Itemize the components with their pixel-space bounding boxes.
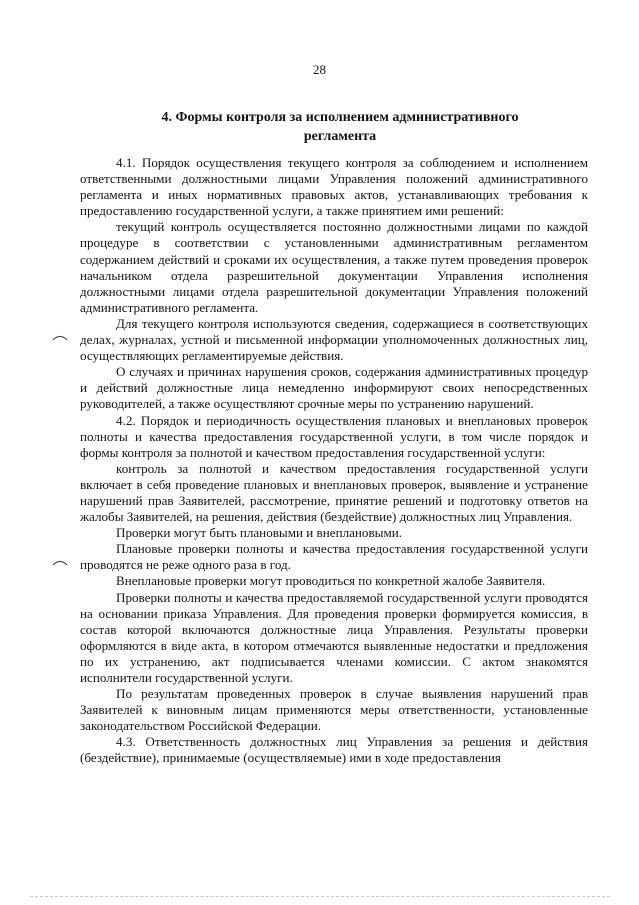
section-title-line-1: 4. Формы контроля за исполнением административного bbox=[161, 110, 519, 125]
paragraph-planned-checks: Плановые проверки полноты и качества предоставления государственной услуги проводятся не реже одного раза в год. bbox=[80, 541, 588, 573]
section-title bbox=[150, 108, 530, 146]
paragraph-check-types: Проверки могут быть плановыми и внеплановыми. bbox=[116, 525, 403, 541]
paragraph-4-1: 4.1. Порядок осуществления текущего контроля за соблюдением и исполнением ответственными должностными лицами Управления положений административного регламента и иных нормативных правовых актов, устанавливающих требования к предоставлению государственной услуги, а также принятием ими решений: bbox=[80, 155, 588, 219]
paragraph-current-control: текущий контроль осуществляется постоянно должностными лицами по каждой процедуре в соответствии с установленными административным регламентом содержанием действий и сроками их осуществления, а также путем проведения проверок начальником отдела разрешительной документации Управления исполнения должностными лицами отдела разрешительной документации Управления положений административного регламента. bbox=[80, 219, 588, 315]
paragraph-quality-control: контроль за полнотой и качеством предоставления государственной услуги включает в себя проведение плановых и внеплановых проверок, выявление и устранение нарушений прав Заявителей, рассмотрение, принятие решений и подготовку ответов на жалобы Заявителей, на решения, действия (бездействие) должностных лиц Управления. bbox=[80, 460, 588, 525]
section-title-line-2: регламента bbox=[303, 129, 377, 144]
paragraph-4-3: 4.3. Ответственность должностных лиц Управления за решения и действия (бездействие), принимаемые (осуществляемые) ими в ходе предоставления bbox=[80, 734, 588, 766]
margin-arc-mark bbox=[52, 558, 68, 566]
paragraph-unplanned-checks: Внеплановые проверки могут проводиться по конкретной жалобе Заявителя. bbox=[116, 573, 546, 589]
paragraph-violations: О случаях и причинах нарушения сроков, содержания административных процедур и действий должностные лица немедленно информируют своих непосредственных руководителей, а также осуществляют срочные меры по устранению нарушений. bbox=[80, 364, 588, 412]
paragraph-control-sources: Для текущего контроля используются сведения, содержащиеся в соответствующих делах, журналах, устной и письменной информации уполномоченных должностных лиц, осуществляющих регламентируемые действия. bbox=[80, 315, 588, 364]
page-number: 28 bbox=[313, 62, 326, 77]
paragraph-check-procedure: Проверки полноты и качества предоставляемой государственной услуги проводятся на основании приказа Управления. Для проведения проверки формируется комиссия, в состав которой включаются должностные лица Управления. Результаты проверки оформляются в виде акта, в котором отмечаются выявленные недостатки и предложения по их устранению, акт подписывается членами комиссии. С актом знакомятся исполнители государственной услуги. bbox=[80, 589, 588, 685]
footer-rule bbox=[30, 896, 610, 897]
body-text bbox=[80, 155, 588, 767]
margin-arc-mark bbox=[52, 333, 68, 341]
paragraph-4-2: 4.2. Порядок и периодичность осуществления плановых и внеплановых проверок полноты и качества предоставления государственной услуги, в том числе порядок и формы контроля за полнотой и качеством предоставления государственной услуги: bbox=[80, 412, 588, 460]
paragraph-check-results: По результатам проведенных проверок в случае выявления нарушений прав Заявителей к виновным лицам применяются меры ответственности, установленные законодательством Российской Федерации. bbox=[80, 686, 588, 734]
